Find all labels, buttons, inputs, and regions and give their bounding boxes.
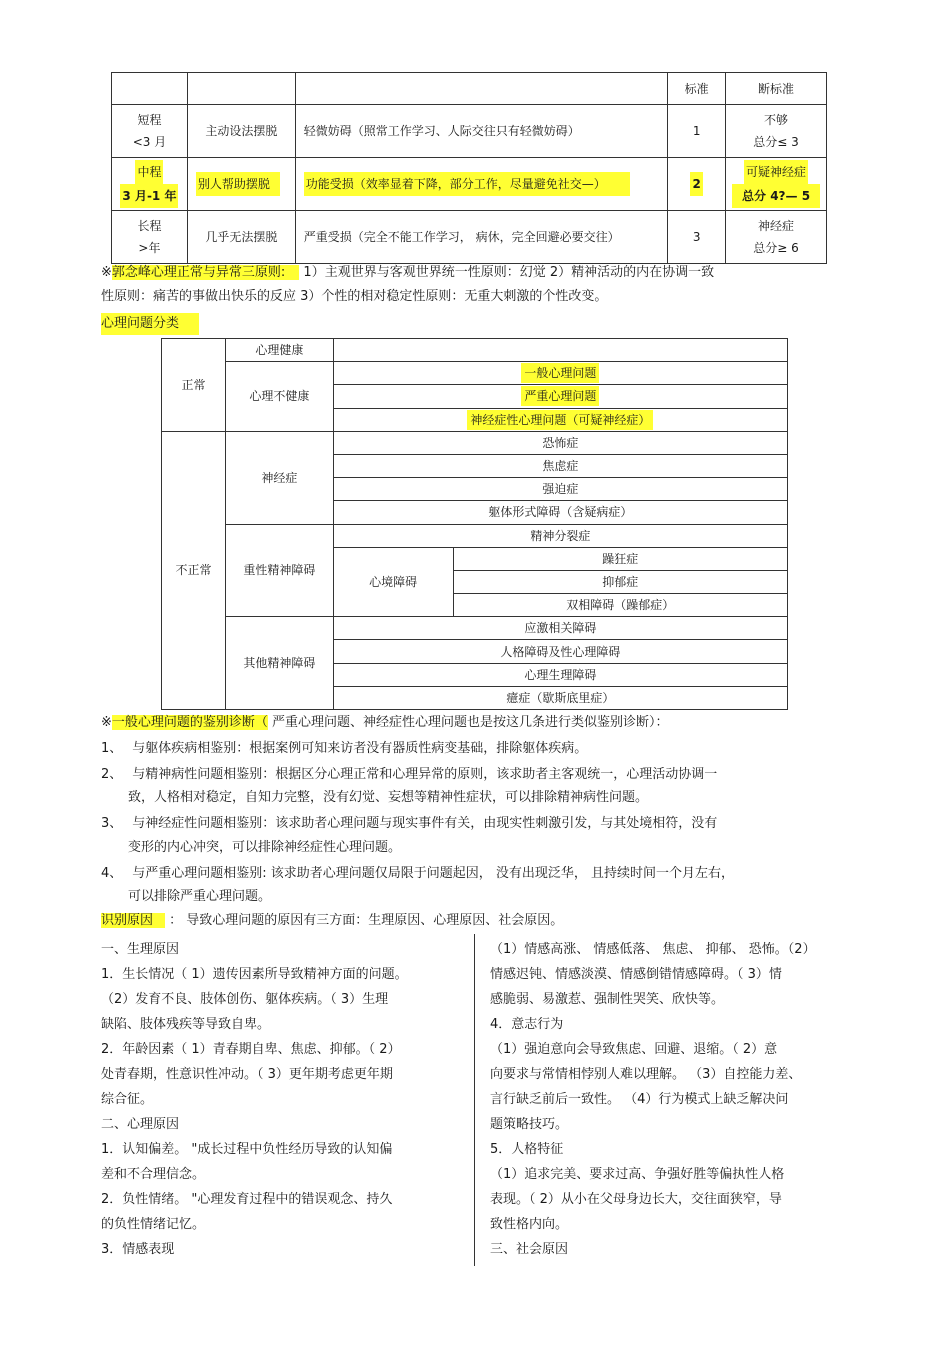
causes-heading: 识别原因	[101, 913, 165, 928]
abnormal-cell: 不正常	[162, 431, 226, 709]
score-cell: 1	[668, 105, 726, 158]
other-item-cell: 心理生理障碍	[333, 663, 787, 686]
other-item-cell: 癔症（歇斯底里症）	[333, 686, 787, 709]
neurosis-item-cell: 恐怖症	[333, 431, 787, 454]
escape-cell: 几乎无法摆脱	[187, 211, 295, 264]
score-cell: 2	[668, 158, 726, 211]
diagnosis-item-4-cont: 可以排除严重心理问题。	[128, 889, 272, 904]
table-cell	[187, 73, 295, 105]
neurosis-item-cell: 焦虑症	[333, 454, 787, 477]
header-cell-standard: 标准	[668, 73, 726, 105]
duration-cell: 短程 <3 月	[112, 105, 188, 158]
causes-left-column	[101, 937, 466, 1262]
escape-cell: 主动设法摆脱	[187, 105, 295, 158]
right-line: 感脆弱、易激惹、强制性哭笑、欣快等。	[490, 992, 725, 1007]
left-line: 的负性情绪记忆。	[101, 1217, 206, 1232]
left-line: 一、生理原因	[101, 942, 180, 957]
serious-problem-cell: 严重心理问题	[333, 385, 787, 408]
left-line: 3．情感表现	[101, 1242, 175, 1257]
table-row	[162, 617, 788, 640]
diagnosis-heading-rest: 严重心理问题、神经症性心理问题也是按这几条进行类似鉴别诊断）：	[267, 715, 669, 730]
schizo-cell: 精神分裂症	[333, 524, 787, 547]
diagnosis-item-1: 1、 与躯体疾病相鉴别：根据案例可知来访者没有器质性病变基础，排除躯体疾病。	[101, 741, 588, 756]
left-line: 二、心理原因	[101, 1117, 180, 1132]
table-row	[162, 362, 788, 385]
escape-cell: 别人帮助摆脱	[187, 158, 295, 211]
table-cell	[112, 73, 188, 105]
function-cell: 功能受损（效率显着下降，部分工作，尽量避免社交—）	[295, 158, 667, 211]
neurotic-problem-cell: 神经症性心理问题（可疑神经症）	[333, 408, 787, 431]
right-line: （1）情感高涨、 情感低落、 焦虑、 抑郁、 恐怖。（2）	[490, 942, 816, 957]
diagnosis-item-2: 2、 与精神病性问题相鉴别：根据区分心理正常和心理异常的原则，该求助者主客观统一，心理活动协调一	[101, 767, 718, 782]
classification-table	[161, 338, 788, 710]
left-line: 1．认知偏差。 "成长过程中负性经历导致的认知偏	[101, 1142, 393, 1157]
right-line: 4．意志行为	[490, 1017, 564, 1032]
right-line: （1）强迫意向会导致焦虑、回避、退缩。（ 2）意	[490, 1042, 778, 1057]
normal-cell: 正常	[162, 339, 226, 432]
general-problem-cell: 一般心理问题	[333, 362, 787, 385]
mood-item-cell: 抑郁症	[453, 570, 787, 593]
left-line: 差和不合理信念。	[101, 1167, 206, 1182]
left-line: 缺陷、肢体残疾等导致自卑。	[101, 1017, 271, 1032]
right-line: （1）追求完美、要求过高、争强好胜等偏执性人格	[490, 1167, 785, 1182]
duration-cell: 长程 >年	[112, 211, 188, 264]
causes-right-column	[490, 937, 855, 1262]
table-row	[112, 211, 827, 264]
right-line: 表现。（ 2）从小在父母身边长大，交往面狭窄，导	[490, 1192, 782, 1207]
right-line: 情感迟钝、情感淡漠、情感倒错情感障碍。（ 3）情	[490, 967, 782, 982]
left-line: （2）发育不良、肢体创伤、躯体疾病。（ 3）生理	[101, 992, 389, 1007]
neurosis-cell: 神经症	[225, 431, 333, 524]
mood-disorder-cell: 心境障碍	[333, 547, 453, 617]
table-row	[112, 158, 827, 211]
table-row	[162, 339, 788, 362]
diagnosis-heading-line: ※一般心理问题的鉴别诊断（ 严重心理问题、神经症性心理问题也是按这几条进行类似鉴别诊断）：	[101, 715, 669, 730]
right-line: 致性格内向。	[490, 1217, 569, 1232]
healthy-cell: 心理健康	[225, 339, 333, 362]
total-cell: 不够 总分≤ 3	[726, 105, 827, 158]
left-line: 1．生长情况（ 1）遗传因素所导致精神方面的问题。	[101, 967, 408, 982]
other-item-cell: 人格障碍及性心理障碍	[333, 640, 787, 663]
neurosis-item-cell: 强迫症	[333, 478, 787, 501]
diagnosis-item-3-cont: 变形的内心冲突，可以排除神经症性心理问题。	[128, 840, 402, 855]
total-cell: 神经症 总分≥ 6	[726, 211, 827, 264]
right-line: 5．人格特征	[490, 1142, 564, 1157]
guo-principles-heading: 郭念峰心理正常与异常三原则:	[112, 265, 299, 280]
table-row	[162, 524, 788, 547]
function-cell: 轻微妨碍（照常工作学习、人际交往只有轻微妨碍）	[295, 105, 667, 158]
severe-disorder-cell: 重性精神障碍	[225, 524, 333, 617]
guo-principles-text: 1）主观世界与客观世界统一性原则：幻觉 2）精神活动的内在协调一致	[299, 265, 715, 280]
right-line: 题策略技巧。	[490, 1117, 569, 1132]
neurosis-item-cell: 躯体形式障碍（含疑病症）	[333, 501, 787, 524]
table-row	[112, 105, 827, 158]
total-cell: 可疑神经症 总分 4?— 5	[726, 158, 827, 211]
header-cell-judgement: 断标准	[726, 73, 827, 105]
right-line: 言行缺乏前后一致性。 （4）行为模式上缺乏解决问	[490, 1092, 789, 1107]
left-line: 2．负性情绪。 "心理发育过程中的错误观念、持久	[101, 1192, 393, 1207]
mood-item-cell: 躁狂症	[453, 547, 787, 570]
unhealthy-cell: 心理不健康	[225, 362, 333, 432]
diagnosis-item-2-cont: 致，人格相对稳定，自知力完整，没有幻觉、妄想等精神性症状，可以排除精神病性问题。	[128, 790, 649, 805]
column-divider	[474, 934, 475, 1266]
guo-principles-line2: 性原则：痛苦的事做出快乐的反应 3）个性的相对稳定性原则：无重大刺激的个性改变。	[101, 289, 608, 304]
left-line: 处青春期，性意识性冲动。（ 3）更年期考虑更年期	[101, 1067, 393, 1082]
other-item-cell: 应激相关障碍	[333, 617, 787, 640]
left-line: 综合征。	[101, 1092, 154, 1107]
table-cell	[333, 339, 787, 362]
diagnosis-item-3: 3、 与神经症性问题相鉴别：该求助者心理问题与现实事件有关，由现实性刺激引发，与其处境相符，没有	[101, 816, 718, 831]
right-line: 三、社会原因	[490, 1242, 569, 1257]
severity-table	[111, 72, 827, 264]
left-line: 2．年龄因素（ 1）青春期自卑、焦虑、抑郁。（ 2）	[101, 1042, 401, 1057]
causes-heading-rest: ： 导致心理问题的原因有三方面：生理原因、心理原因、社会原因。	[165, 913, 564, 928]
other-disorder-cell: 其他精神障碍	[225, 617, 333, 710]
table-row	[112, 73, 827, 105]
table-cell	[295, 73, 667, 105]
function-cell: 严重受损（完全不能工作学习， 病休，完全回避必要交往）	[295, 211, 667, 264]
causes-heading-line	[101, 912, 563, 930]
mood-item-cell: 双相障碍（躁郁症）	[453, 594, 787, 617]
score-cell: 3	[668, 211, 726, 264]
diagnosis-item-4: 4、 与严重心理问题相鉴别: 该求助者心理问题仅局限于问题起因， 没有出现泛华， 且持续时间一个月左右，	[101, 866, 735, 881]
diagnosis-heading: 一般心理问题的鉴别诊断（	[111, 715, 268, 730]
right-line: 向要求与常情相悖别人难以理解。 （3）自控能力差、	[490, 1067, 802, 1082]
guo-principles-line1: ※郭念峰心理正常与异常三原则: 1）主观世界与客观世界统一性原则：幻觉 2）精神活动的内在协调一致	[101, 265, 715, 280]
duration-cell: 中程 3 月-1 年	[112, 158, 188, 211]
table-row	[162, 431, 788, 454]
classification-title: 心理问题分类	[101, 313, 199, 335]
